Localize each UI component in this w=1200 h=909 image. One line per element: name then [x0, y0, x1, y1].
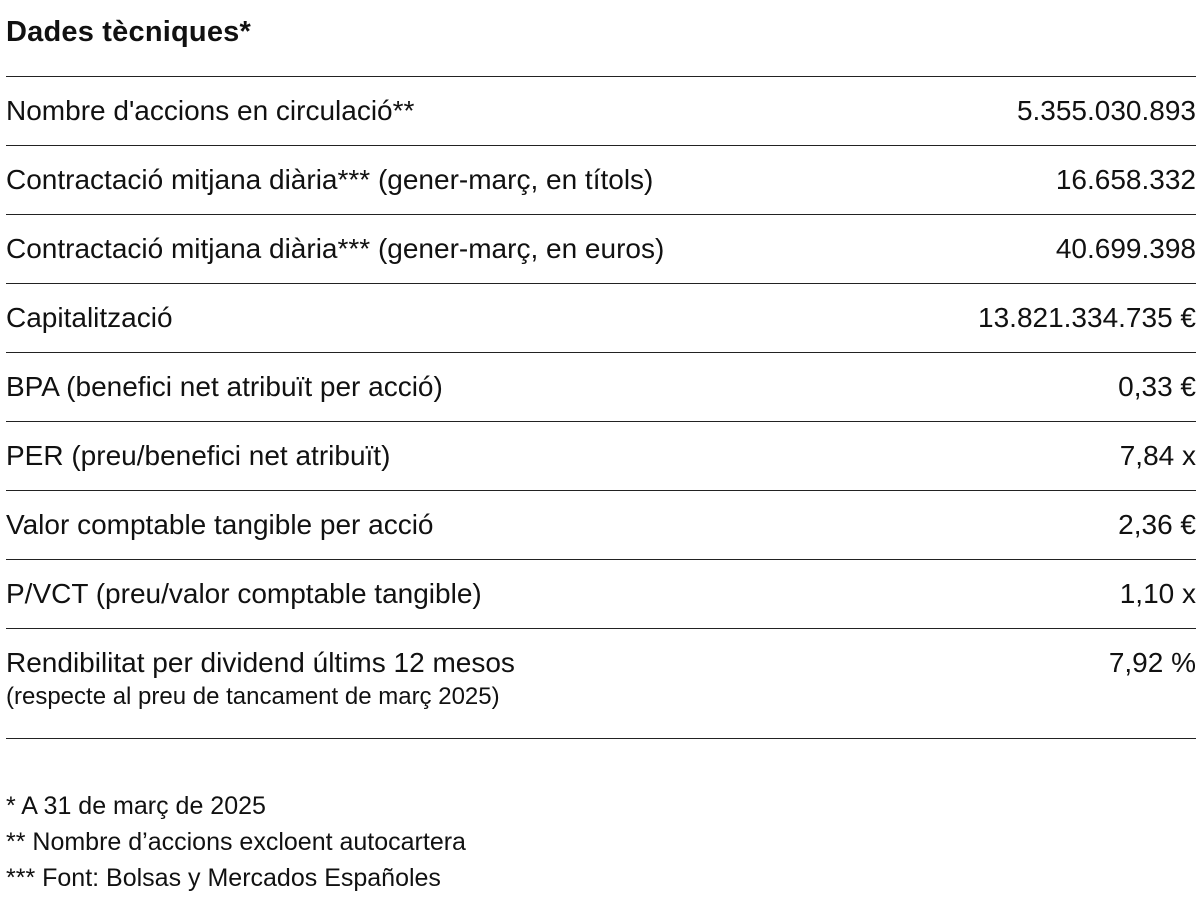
row-value: 7,92 % [1108, 647, 1196, 678]
table-row-eps [6, 353, 1196, 422]
row-label: PER (preu/benefici net atribuït) [6, 440, 391, 471]
table-row-shares-outstanding [6, 77, 1196, 146]
row-value: 2,36 € [1118, 509, 1196, 540]
technical-data-table [6, 76, 1196, 739]
table-row-price-to-tbv [6, 560, 1196, 629]
table-row-dividend-yield [6, 629, 1196, 739]
row-value: 1,10 x [1119, 578, 1196, 609]
page-title: Dades tècniques* [6, 16, 251, 48]
row-label-group [6, 647, 515, 711]
table-row-daily-volume-shares [6, 146, 1196, 215]
row-value: 40.699.398 [1055, 233, 1196, 264]
row-label: Capitalització [6, 302, 173, 333]
row-label: Contractació mitjana diària*** (gener-març, en euros) [6, 233, 665, 264]
table-row-daily-volume-euros [6, 215, 1196, 284]
row-value: 16.658.332 [1055, 164, 1196, 195]
row-label: Nombre d'accions en circulació** [6, 95, 415, 126]
footnotes [6, 788, 466, 896]
row-label: P/VCT (preu/valor comptable tangible) [6, 578, 482, 609]
row-value: 0,33 € [1118, 371, 1196, 402]
row-label: Valor comptable tangible per acció [6, 509, 434, 540]
row-value: 7,84 x [1119, 440, 1196, 471]
row-label: BPA (benefici net atribuït per acció) [6, 371, 443, 402]
row-label: Rendibilitat per dividend últims 12 mesos [6, 647, 515, 678]
footnote: ** Nombre d’accions excloent autocartera [6, 828, 466, 856]
table-row-market-cap [6, 284, 1196, 353]
table-row-per [6, 422, 1196, 491]
row-value: 5.355.030.893 [1016, 95, 1196, 126]
table-row-tangible-book-value [6, 491, 1196, 560]
footnote: *** Font: Bolsas y Mercados Españoles [6, 864, 441, 892]
footnote: * A 31 de març de 2025 [6, 792, 266, 820]
row-value: 13.821.334.735 € [978, 302, 1196, 333]
row-sublabel: (respecte al preu de tancament de març 2025) [6, 683, 500, 710]
row-label: Contractació mitjana diària*** (gener-març, en títols) [6, 164, 654, 195]
